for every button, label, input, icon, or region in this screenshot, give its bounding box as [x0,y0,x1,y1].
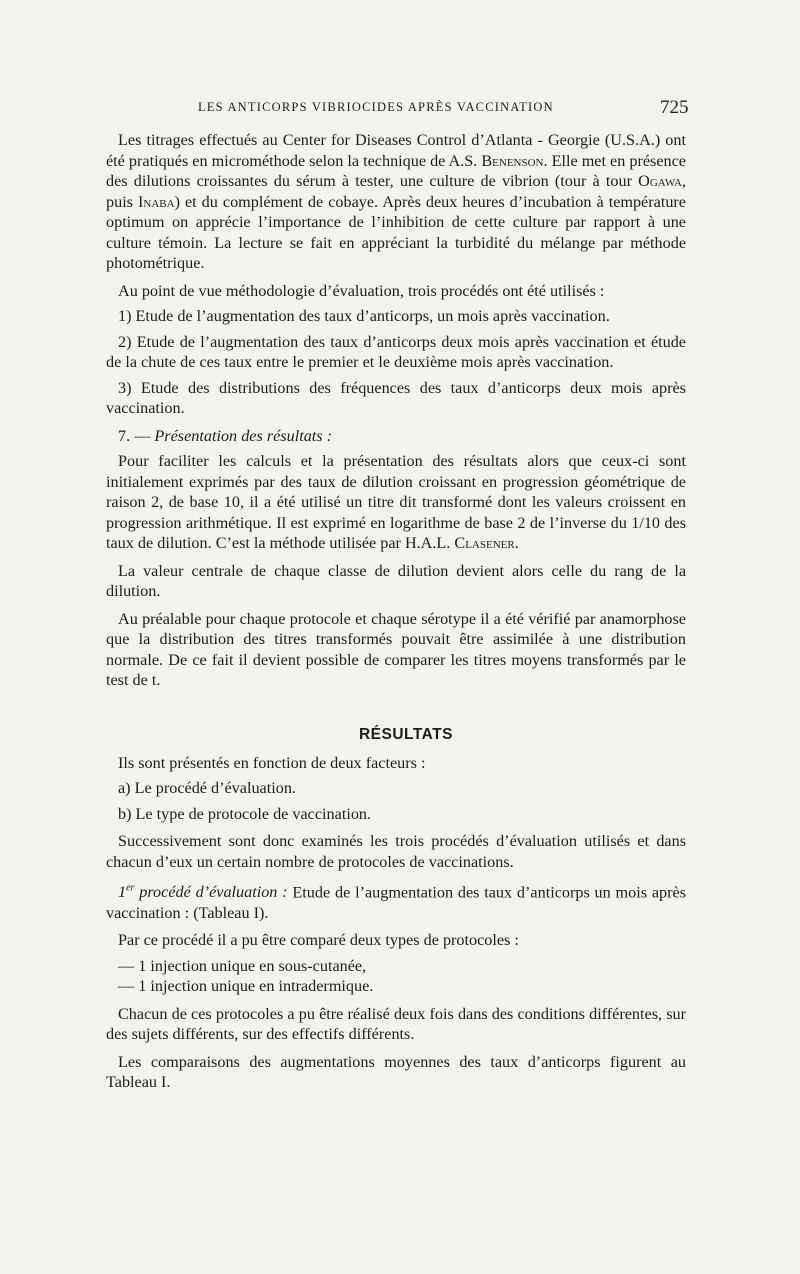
section-title-presentation [106,426,686,447]
list-item-sous-cutanee: — 1 injection unique en sous-cutanée, [118,956,367,975]
text-run: , puis [106,172,686,211]
list-item-factor-b: b) Le type de protocole de vaccination. [118,804,372,823]
serotype-name: Ogawa [638,172,682,190]
paragraph-titrages [106,130,686,274]
paragraph-successivement: Successivement sont donc examinés les trois procédés d’évaluation utilisés et dans chacun d’eux un certain nombre de protocoles de vaccinations. [106,832,686,871]
paragraph-prealable: Au préalable pour chaque protocole et chaque sérotype il a été vérifié par anamorphose que la distribution des titres transformés pouvait être assimilée à une distribution normale. De ce fait il devient possible de comparer les titres moyens transformés par le test de t. [106,609,686,689]
paragraph-methodologie: Au point de vue méthodologie d’évaluation, trois procédés ont été utilisés : [118,281,605,300]
text-run: Etude de l’augmentation des taux d’anticorps un mois après vaccination : (Tableau I). [106,883,686,922]
list-item-factor-a: a) Le procédé d’évaluation. [118,779,296,797]
page-header [0,98,800,122]
page-number: 725 [660,97,689,118]
list-item-intradermique: — 1 injection unique en intradermique. [118,977,374,996]
text-run: Pour faciliter les calculs et la présentation des résultats alors que ceux-ci sont initialement exprimés par des taux de dilution croissant en progression géométrique de raison 2, de base 10, il a été utilisé un titre dit transformé dont les valeurs croissent en progression arithmétique. Il est exprimé en logarithme de base 2 de l’inverse du 1/10 des taux de dilution. C’est la méthode utilisée par H.A.L. [106,452,686,552]
text-run: ) et du complément de cobaye. Après deux heures d’incubation à température optimum on apprécie l’importance de l’inhibition de cette culture par rapport à une culture témoin. La lecture se fait en appréciant la turbidité du mélange par méthode photométrique. [106,192,686,272]
ordinal-suffix: er [126,883,135,894]
paragraph-facteurs: Ils sont présentés en fonction de deux facteurs : [118,753,426,772]
section-heading-resultats: RÉSULTATS [358,725,454,743]
paragraph-protocoles: Par ce procédé il a pu être comparé deux types de protocoles : [118,931,519,950]
paragraph-valeur-centrale: La valeur centrale de chaque classe de dilution devient alors celle du rang de la dilution. [106,561,686,600]
author-name: Clasener [454,534,515,552]
text-run: . [514,534,519,552]
running-title: LES ANTICORPS VIBRIOCIDES APRÈS VACCINATION [198,100,554,114]
text-run: . Elle met en présence des dilutions croissantes du sérum à tester, une culture de vibrion (tour à tour [106,151,686,190]
paragraph-comparaisons: Les comparaisons des augmentations moyennes des taux d’anticorps figurent au Tableau I. [106,1052,686,1092]
paragraph-chacun: Chacun de ces protocoles a pu être réalisé deux fois dans des conditions différentes, sur des sujets différents, sur des effectifs différents. [106,1004,686,1044]
author-name: Benenson [481,151,544,170]
list-item-method-3: 3) Etude des distributions des fréquences des taux d’anticorps deux mois après vaccination. [106,378,686,417]
section-title: Présentation des résultats : [154,426,333,445]
body-text [106,130,686,1093]
text-run: Les titrages effectués au Center for Diseases Control d’Atlanta - Georgie (U.S.A.) ont été pratiqués en microméthode selon la technique de A.S. [106,131,686,170]
list-item-method-1: 1) Etude de l’augmentation des taux d’anticorps, un mois après vaccination. [118,307,610,325]
section-number: 7. — [118,426,155,445]
paragraph-calculs [106,451,686,554]
list-item-method-2: 2) Etude de l’augmentation des taux d’anticorps deux mois après vaccination et étude de la chute de ces taux entre le premier et le deuxième mois après vaccination. [106,332,686,371]
procede-title: procédé d’évaluation : [134,883,288,902]
procede-number: 1 [118,883,127,902]
serotype-name: Inaba [138,192,175,211]
procede-label [118,883,288,901]
paragraph-premier-procede [106,879,686,923]
